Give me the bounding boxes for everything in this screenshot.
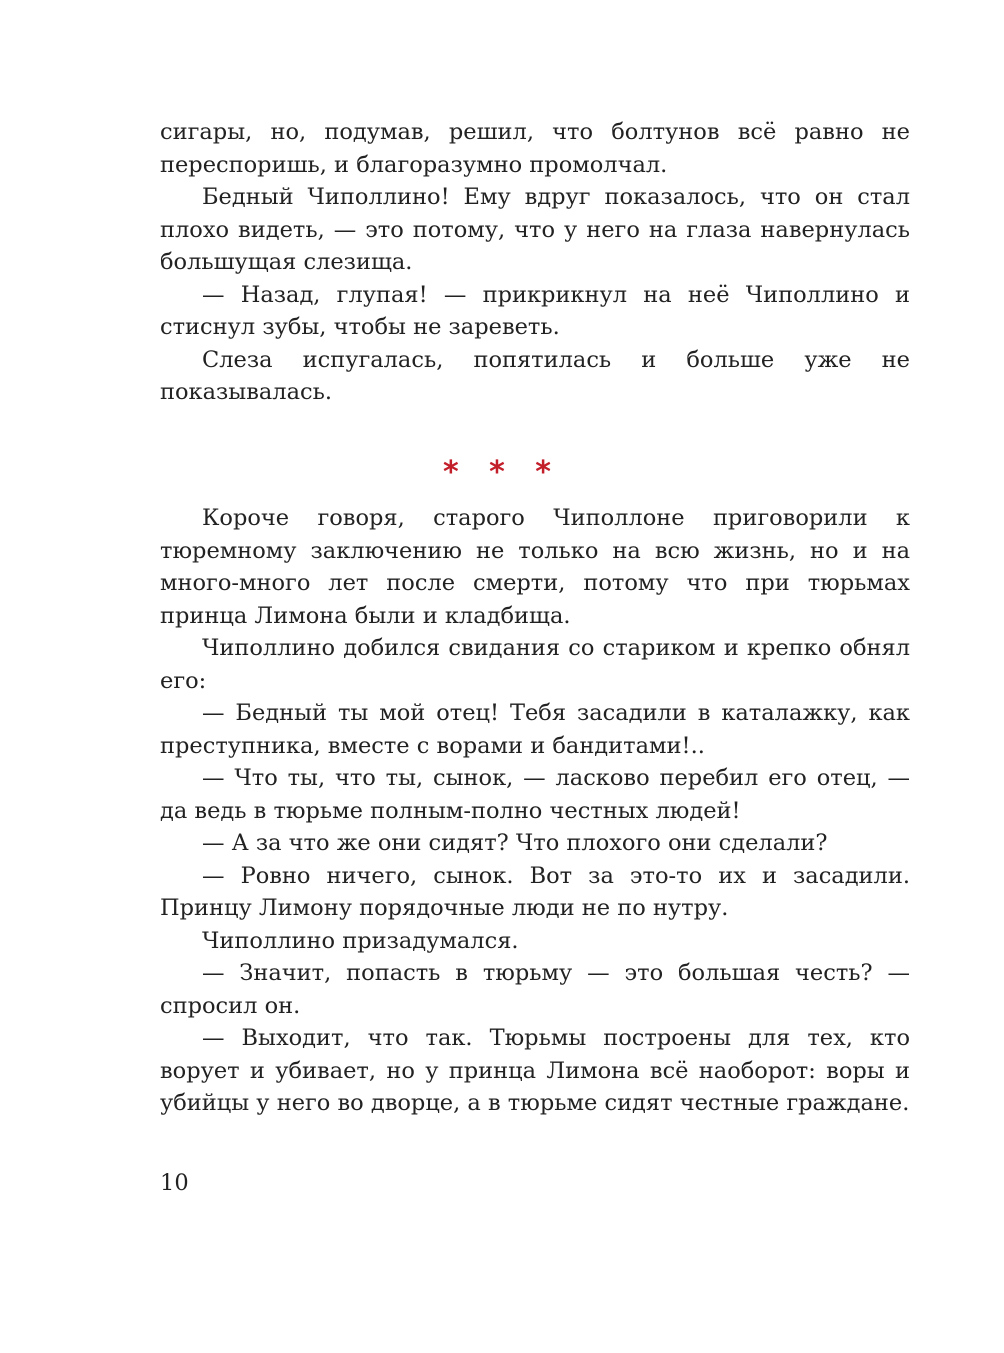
paragraph: Бедный Чиполлино! Ему вдруг показалось, что он стал плохо видеть, — это потому, что у него на глаза навернулась большущая слезища. bbox=[160, 184, 910, 275]
paragraph: — Назад, глупая! — прикрикнул на неё Чиполлино и стиснул зубы, чтобы не зареветь. bbox=[160, 281, 910, 340]
paragraph: Чиполлино добился свидания со стариком и крепко обнял его: bbox=[160, 635, 910, 694]
paragraph: сигары, но, подумав, решил, что болтунов всё равно не переспоришь, и благоразумно промолчал. bbox=[160, 119, 910, 178]
paragraph: — Значит, попасть в тюрьму — это большая честь? — спросил он. bbox=[160, 960, 910, 1019]
paragraph: — А за что же они сидят? Что плохого они сделали? bbox=[202, 830, 828, 856]
paragraph: — Что ты, что ты, сынок, — ласково перебил его отец, — да ведь в тюрьме полным-полно честных людей! bbox=[160, 765, 910, 824]
section-separator: * * * bbox=[443, 455, 561, 490]
text-section-top bbox=[160, 116, 910, 409]
paragraph: — Выходит, что так. Тюрьмы построены для тех, кто ворует и убивает, но у принца Лимона всё наоборот: воры и убийцы у него во дворце, а в тюрьме сидят честные граждане. bbox=[160, 1025, 910, 1116]
paragraph: — Ровно ничего, сынок. Вот за это-то их и засадили. Принцу Лимону порядочные люди не по нутру. bbox=[160, 862, 910, 921]
paragraph: Чиполлино призадумался. bbox=[202, 927, 519, 954]
paragraph: Слеза испугалась, попятилась и больше уже не показывалась. bbox=[160, 346, 910, 405]
paragraph: Короче говоря, старого Чиполлоне приговорили к тюремному заключению не только на всю жизнь, но и на много-много лет после смерти, потому что при тюрьмах принца Лимона были и кладбища. bbox=[160, 505, 910, 629]
paragraph: — Бедный ты мой отец! Тебя засадили в каталажку, как преступника, вместе с ворами и бандитами!.. bbox=[160, 700, 910, 759]
page-number: 10 bbox=[160, 1170, 189, 1196]
text-section-bottom bbox=[160, 502, 910, 1120]
